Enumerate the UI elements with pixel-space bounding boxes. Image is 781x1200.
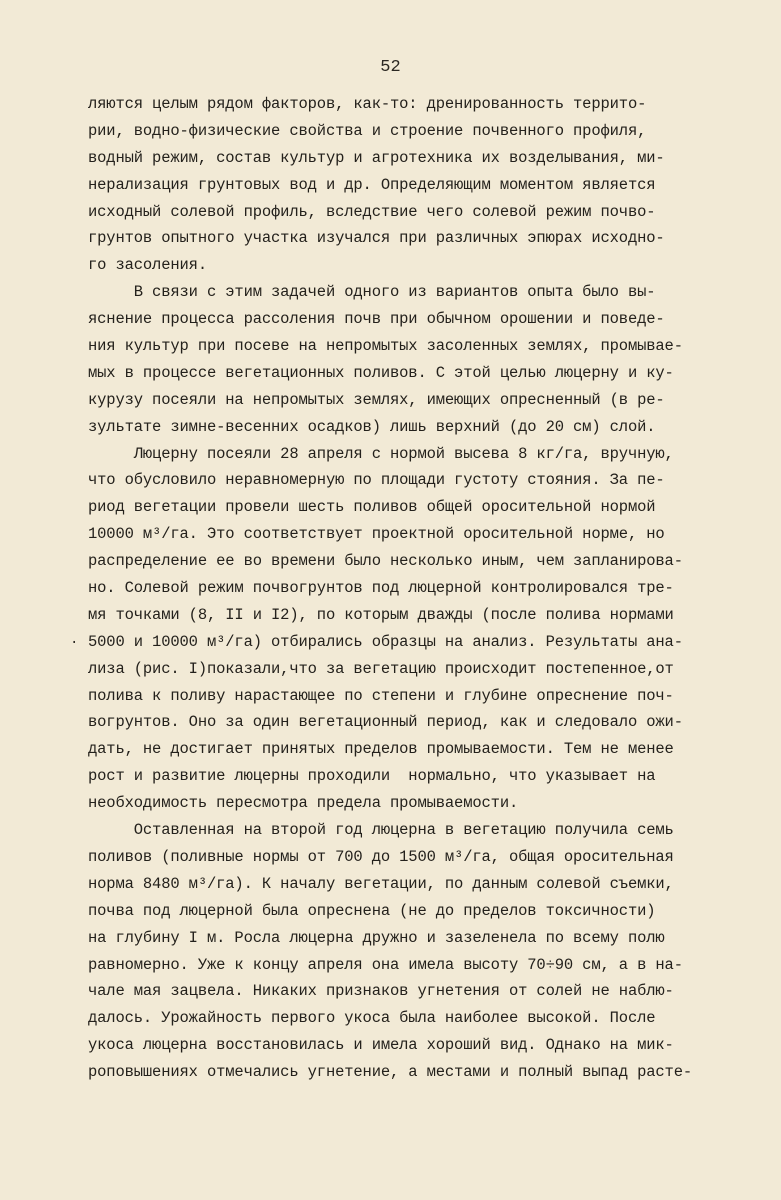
text-line: водный режим, состав культур и агротехника их возделывания, ми-	[88, 148, 665, 167]
text-line: го засоления.	[88, 256, 207, 275]
text-line: риод вегетации провели шесть поливов общей оросительной нормой	[88, 498, 656, 517]
text-line: зультате зимне-весенних осадков) лишь верхний (до 20 см) слой.	[88, 417, 656, 436]
text-line: на глубину I м. Росла люцерна дружно и зазеленела по всему полю	[88, 928, 665, 947]
text-line: 10000 м³/га. Это соответствует проектной оросительной норме, но	[88, 525, 665, 544]
text-line: рии, водно-физические свойства и строение почвенного профиля,	[88, 121, 647, 140]
page-number: 52	[380, 58, 401, 77]
text-line: почва под люцерной была опреснена (не до пределов токсичности)	[88, 901, 656, 920]
text-line: поливов (поливные нормы от 700 до 1500 м³/га, общая оросительная	[88, 847, 674, 866]
text-line: чале мая зацвела. Никаких признаков угнетения от солей не наблю-	[88, 982, 674, 1001]
text-line: распределение ее во времени было несколько иным, чем запланирова-	[88, 552, 683, 571]
text-line: необходимость пересмотра предела промываемости.	[88, 794, 519, 813]
text-line: яснение процесса рассоления почв при обычном орошении и поведе-	[88, 310, 665, 329]
text-line: лиза (рис. I)показали,что за вегетацию происходит постепенное,от	[88, 659, 674, 678]
text-line: укоса люцерна восстановилась и имела хороший вид. Однако на мик-	[88, 1036, 674, 1055]
text-line: 5000 и 10000 м³/га) отбирались образцы на анализ. Результаты ана-	[88, 632, 683, 651]
text-line: В связи с этим задачей одного из вариантов опыта было вы-	[88, 283, 656, 302]
text-line: Люцерну посеяли 28 апреля с нормой высева 8 кг/га, вручную,	[88, 444, 674, 463]
text-line: грунтов опытного участка изучался при различных эпюрах исходно-	[88, 229, 665, 248]
text-line: ния культур при посеве на непромытых засоленных землях, промывае-	[88, 337, 683, 356]
text-line: роповышениях отмечались угнетение, а местами и полный выпад расте-	[88, 1063, 693, 1082]
margin-mark: .	[70, 632, 79, 648]
text-line: дать, не достигает принятых пределов промываемости. Тем не менее	[88, 740, 674, 759]
text-line: нерализация грунтовых вод и др. Определяющим моментом является	[88, 175, 656, 194]
text-line: равномерно. Уже к концу апреля она имела высоту 70÷90 см, а в на-	[88, 955, 683, 974]
body-text	[88, 91, 768, 1086]
text-line: вогрунтов. Оно за один вегетационный период, как и следовало ожи-	[88, 713, 683, 732]
text-line: но. Солевой режим почвогрунтов под люцерной контролировался тре-	[88, 579, 674, 598]
text-line: мых в процессе вегетационных поливов. С этой целью люцерну и ку-	[88, 363, 674, 382]
text-line: Оставленная на второй год люцерна в вегетацию получила семь	[88, 821, 674, 840]
text-line: исходный солевой профиль, вследствие чего солевой режим почво-	[88, 202, 656, 221]
text-line: рост и развитие люцерны проходили нормально, что указывает на	[88, 767, 656, 786]
text-line: полива к поливу нарастающее по степени и глубине опреснение поч-	[88, 686, 674, 705]
text-line: курузу посеяли на непромытых землях, имеющих опресненный (в ре-	[88, 390, 665, 409]
text-line: что обусловило неравномерную по площади густоту стояния. За пе-	[88, 471, 665, 490]
text-line: мя точками (8, II и I2), по которым дважды (после полива нормами	[88, 605, 674, 624]
text-line: далось. Урожайность первого укоса была наиболее высокой. После	[88, 1009, 656, 1028]
text-line: ляются целым рядом факторов, как-то: дренированность террито-	[88, 95, 647, 113]
text-line: норма 8480 м³/га). К началу вегетации, по данным солевой съемки,	[88, 874, 674, 893]
